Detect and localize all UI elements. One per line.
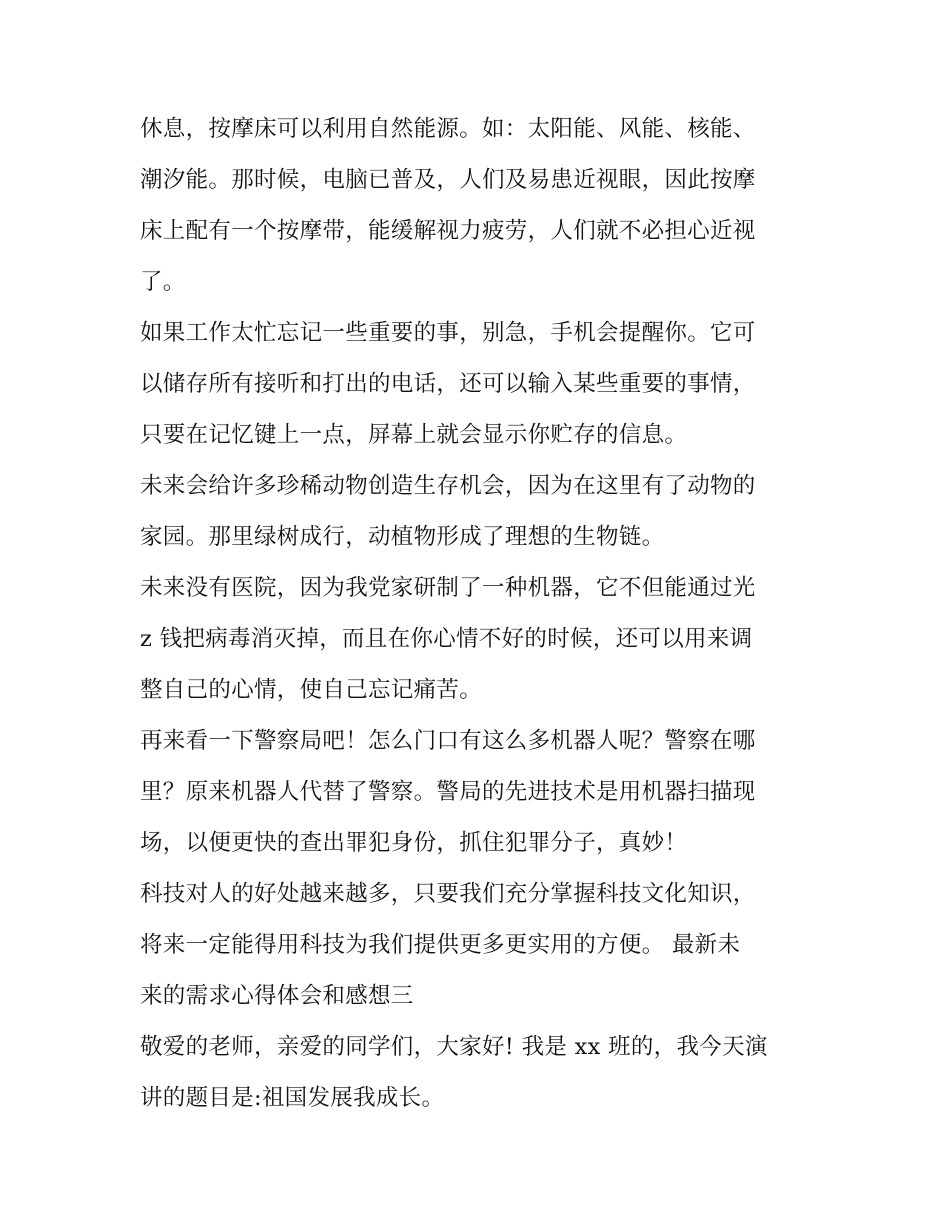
text-line: 休息，按摩床可以利用自然能源。如：太阳能、风能、核能、 <box>140 116 756 142</box>
text-line: 将来一定能得用科技为我们提供更多更实用的方便。 最新未 <box>140 932 741 958</box>
text-line: 讲的题目是:祖国发展我成长。 <box>140 1085 445 1111</box>
text-line: 来的需求心得体会和感想三 <box>140 983 414 1009</box>
text-line: 场，以便更快的查出罪犯身份，抓住犯罪分子，真妙！ <box>140 830 688 856</box>
text-line: 科技对人的好处越来越多，只要我们充分掌握科技文化知识， <box>140 881 756 907</box>
text-line: 未来会给许多珍稀动物创造生存机会，因为在这里有了动物的 <box>140 473 756 499</box>
text-line: 家园。那里绿树成行，动植物形成了理想的生物链。 <box>140 524 665 550</box>
text-line: 再来看一下警察局吧！怎么门口有这么多机器人呢？警察在哪 <box>140 728 756 754</box>
text-line: 敬爱的老师，亲爱的同学们，大家好! 我是 xx 班的，我今天演 <box>140 1034 768 1060</box>
text-line: 床上配有一个按摩带，能缓解视力疲劳，人们就不必担心近视 <box>140 218 756 244</box>
text-line: 潮汐能。那时候，电脑已普及，人们及易患近视眼，因此按摩 <box>140 167 756 193</box>
text-line: 只要在记忆键上一点，屏幕上就会显示你贮存的信息。 <box>140 422 688 448</box>
text-line: 里？原来机器人代替了警察。警局的先进技术是用机器扫描现 <box>140 779 756 805</box>
text-line: 如果工作太忙忘记一些重要的事，别急，手机会提醒你。它可 <box>140 320 756 346</box>
text-line: 整自己的心情，使自己忘记痛苦。 <box>140 677 483 703</box>
text-line: z 钱把病毒消灭掉，而且在你心情不好的时候，还可以用来调 <box>140 626 753 652</box>
text-line: 以储存所有接听和打出的电话，还可以输入某些重要的事情， <box>140 371 756 397</box>
body-text <box>140 104 820 1124</box>
text-line: 未来没有医院，因为我党家研制了一种机器，它不但能通过光 <box>140 575 756 601</box>
text-line: 了。 <box>140 269 186 295</box>
